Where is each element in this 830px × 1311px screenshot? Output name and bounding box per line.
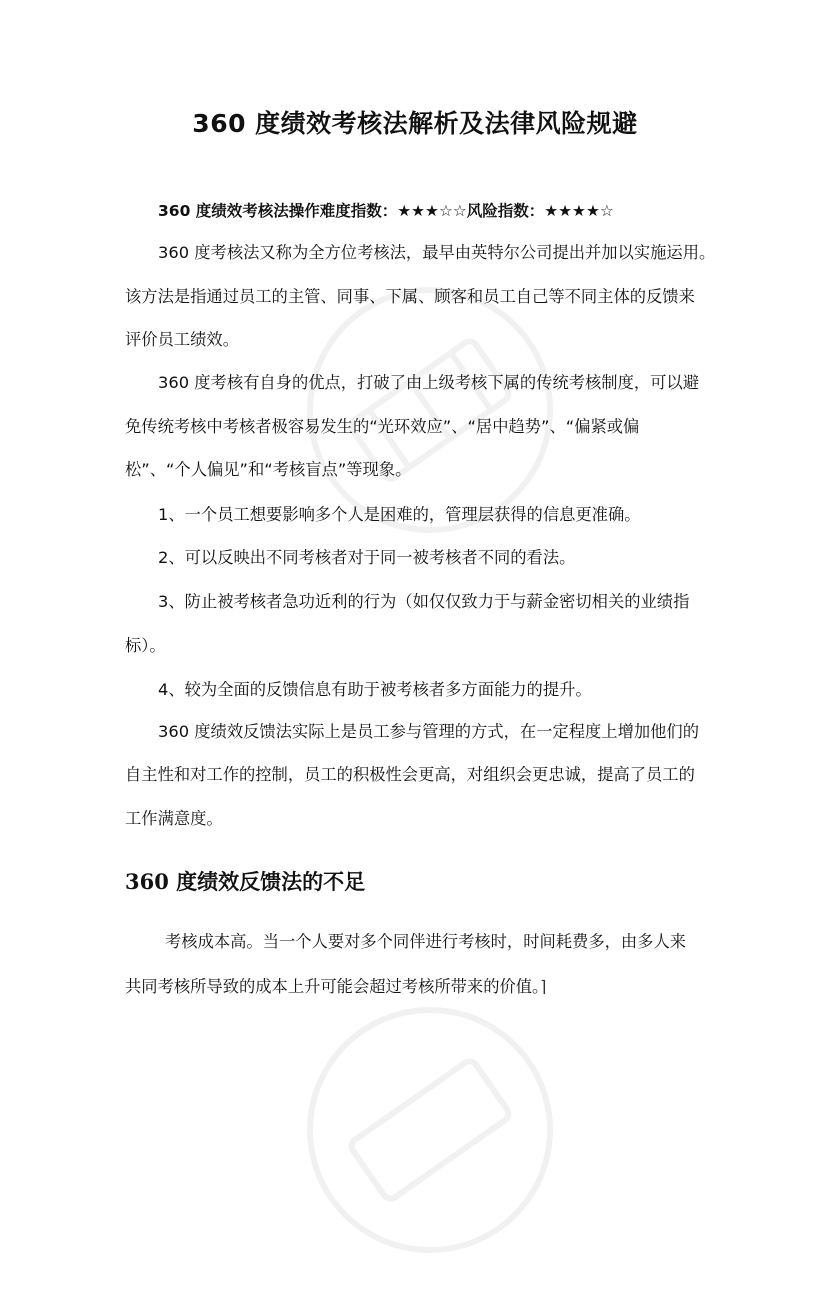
intro-paragraph-line: 该方法是指通过员工的主管、同事、下属、顾客和员工自己等不同主体的反馈来 [125, 287, 695, 306]
feedback-paragraph-line: 工作满意度。 [125, 809, 223, 828]
difficulty-risk-rating [158, 199, 614, 221]
watermark-graphic [249, 229, 611, 591]
feedback-paragraph-line: 360 度绩效反馈法实际上是员工参与管理的方式，在一定程度上增加他们的 [158, 722, 699, 741]
section-heading-shortcomings: 360 度绩效反馈法的不足 [125, 869, 366, 894]
list-item-4: 4、较为全面的反馈信息有助于被考核者多方面能力的提升。 [158, 680, 592, 699]
risk-stars-empty: ☆ [599, 202, 614, 220]
advantage-paragraph-line: 360 度考核有自身的优点，打破了由上级考核下属的传统考核制度，可以避 [158, 373, 699, 392]
shortcoming-paragraph-line [125, 976, 546, 998]
list-item-2: 2、可以反映出不同考核者对于同一被考核者不同的看法。 [158, 548, 576, 567]
list-item-3: 3、防止被考核者急功近利的行为（如仅仅致力于与薪金密切相关的业绩指 [158, 592, 690, 611]
risk-stars-filled: ★★★★ [544, 202, 600, 220]
paragraph-end-mark: ⌉ [540, 977, 547, 996]
difficulty-stars-empty: ☆☆ [438, 202, 467, 220]
shortcoming-text: 共同考核所导致的成本上升可能会超过考核所带来的价值。 [125, 977, 541, 996]
list-item-1: 1、一个员工想要影响多个人是困难的，管理层获得的信息更准确。 [158, 505, 641, 524]
shortcoming-paragraph-line: 考核成本高。当一个人要对多个同伴进行考核时，时间耗费多，由多人来 [165, 932, 687, 951]
intro-paragraph-line: 360 度考核法又称为全方位考核法，最早由英特尔公司提出并加以实施运用。 [158, 243, 716, 262]
watermark-graphic [249, 949, 611, 1311]
risk-label: 风险指数： [466, 202, 545, 220]
feedback-paragraph-line: 自主性和对工作的控制，员工的积极性会更高，对组织会更忠诚，提高了员工的 [125, 765, 695, 784]
intro-paragraph-line: 评价员工绩效。 [125, 330, 239, 349]
advantage-paragraph-line: 免传统考核中考核者极容易发生的“光环效应”、“居中趋势”、“偏紧或偏 [125, 417, 640, 436]
list-item-3-continued: 标）。 [125, 636, 166, 655]
advantage-paragraph-line: 松”、“个人偏见”和“考核盲点”等现象。 [125, 460, 412, 479]
difficulty-label: 360 度绩效考核法操作难度指数： [158, 202, 398, 220]
difficulty-stars-filled: ★★★ [397, 202, 439, 220]
document-title: 360 度绩效考核法解析及法律风险规避 [192, 109, 638, 138]
